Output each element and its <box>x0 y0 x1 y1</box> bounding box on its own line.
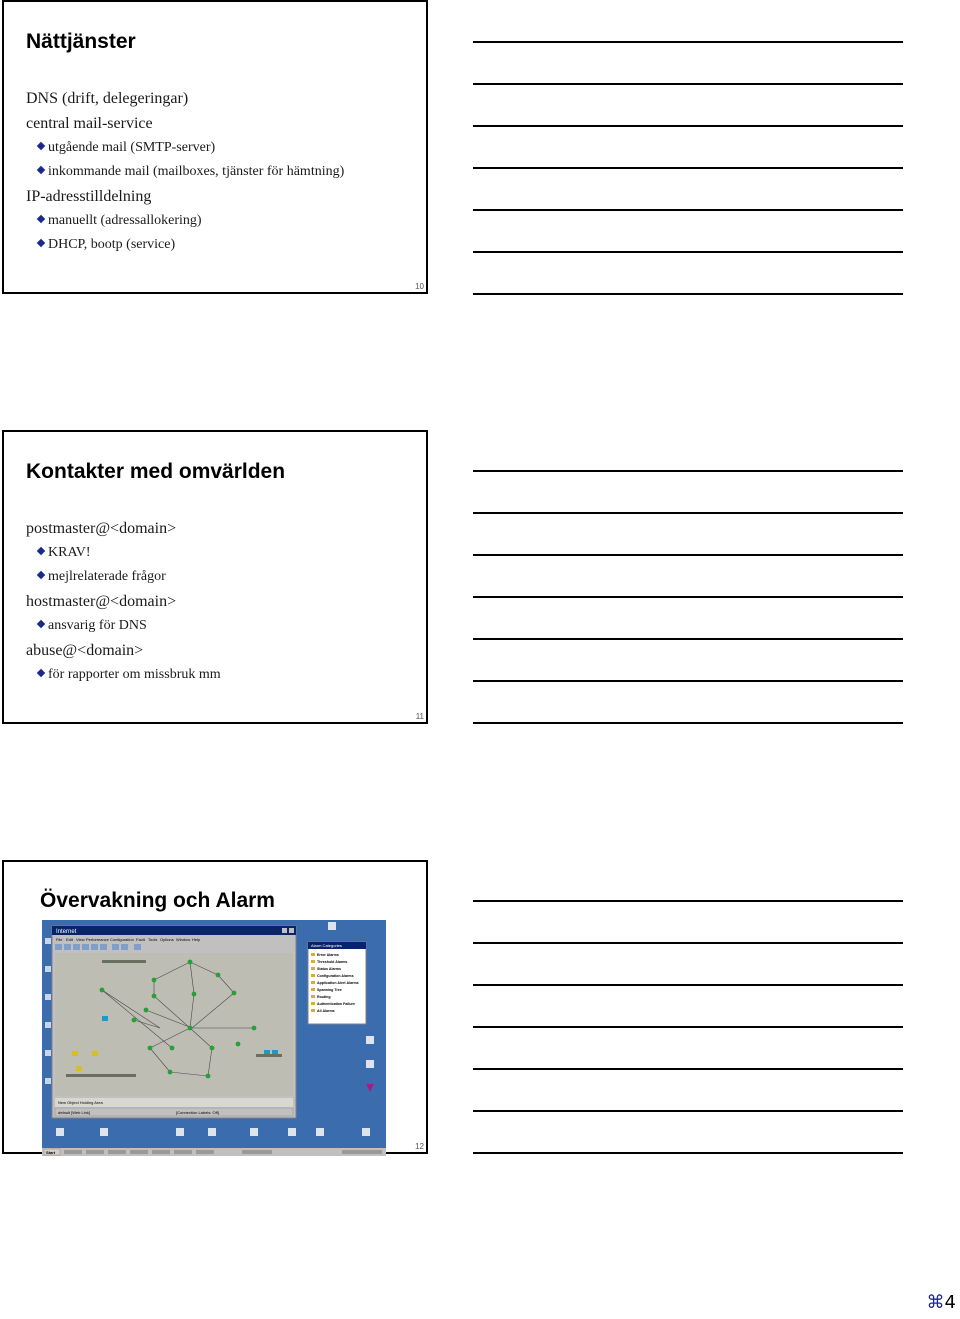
sub-bullet-item: manuellt (adressallokering) <box>26 209 344 233</box>
note-line <box>473 680 903 682</box>
alarm-item[interactable]: Authentication Failure <box>317 1002 355 1006</box>
diamond-bullet-icon <box>37 620 45 628</box>
slide-number: 12 <box>415 1142 424 1151</box>
notes-lines-3 <box>473 900 903 1194</box>
sub-bullet-item: mejlrelaterade frågor <box>26 565 221 589</box>
note-line <box>473 984 903 986</box>
note-line <box>473 209 903 211</box>
menu-options[interactable]: Options <box>160 937 174 942</box>
slide-2 <box>2 430 428 724</box>
slide-title: Övervakning och Alarm <box>40 889 275 912</box>
bullet-item: DNS (drift, delegeringar) <box>26 90 189 107</box>
note-line <box>473 638 903 640</box>
notes-lines-2 <box>473 470 903 764</box>
slide-title: Kontakter med omvärlden <box>26 460 286 483</box>
menu-file[interactable]: File <box>56 937 63 942</box>
diamond-bullet-icon <box>37 142 45 150</box>
alarm-item[interactable]: All Alarms <box>317 1009 335 1013</box>
slide-number: 11 <box>415 712 424 721</box>
note-line <box>473 83 903 85</box>
command-key-icon: ⌘ <box>926 1292 945 1313</box>
note-line <box>473 41 903 43</box>
diamond-bullet-icon <box>37 239 45 247</box>
alarm-item[interactable]: Application Alert Alarms <box>317 981 359 985</box>
bullet-item: IP-adresstilldelning <box>26 188 152 205</box>
start-button[interactable]: Start <box>46 1150 56 1155</box>
sub-bullet-item: utgående mail (SMTP-server) <box>26 136 344 160</box>
status-left: default [Web Link] <box>58 1110 90 1115</box>
bullet-item: hostmaster@<domain> <box>26 593 177 610</box>
note-line <box>473 293 903 295</box>
sub-bullet-item: DHCP, bootp (service) <box>26 233 344 257</box>
menu-fault[interactable]: Fault <box>136 937 145 942</box>
menu-configuration[interactable]: Configuration <box>110 937 134 942</box>
note-line <box>473 900 903 902</box>
alarm-panel-title: Alarm Categories <box>311 943 342 948</box>
note-line <box>473 1110 903 1112</box>
slide-1 <box>2 0 428 294</box>
menu-help[interactable]: Help <box>192 937 201 942</box>
note-line <box>473 596 903 598</box>
alarm-item[interactable]: Configuration Alarms <box>317 974 354 978</box>
menu-performance[interactable]: Performance <box>86 937 109 942</box>
bullet-list <box>26 86 344 257</box>
menu-view[interactable]: View <box>76 937 85 942</box>
alarm-item[interactable]: Error Alarms <box>317 953 339 957</box>
sub-bullet-item: KRAV! <box>26 541 221 565</box>
note-line <box>473 1026 903 1028</box>
holding-area-label: New Object Holding Area <box>58 1100 103 1105</box>
sub-bullet-item: ansvarig för DNS <box>26 614 221 638</box>
bullet-item: postmaster@<domain> <box>26 520 177 537</box>
bullet-item: abuse@<domain> <box>26 642 144 659</box>
alarm-item[interactable]: Routing <box>317 995 331 999</box>
sub-bullet-item: inkommande mail (mailboxes, tjänster för hämtning) <box>26 160 344 184</box>
note-line <box>473 167 903 169</box>
menu-tools[interactable]: Tools <box>148 937 158 942</box>
bullet-list <box>26 516 221 687</box>
diamond-bullet-icon <box>37 166 45 174</box>
notes-lines-1 <box>473 41 903 335</box>
note-line <box>473 1068 903 1070</box>
note-line <box>473 512 903 514</box>
note-line <box>473 470 903 472</box>
note-line <box>473 125 903 127</box>
bullet-item: central mail-service <box>26 115 153 132</box>
diamond-bullet-icon <box>37 215 45 223</box>
note-line <box>473 1152 903 1154</box>
diamond-bullet-icon <box>37 547 45 555</box>
slide-3 <box>2 860 428 1154</box>
window-title: Internet <box>56 929 77 935</box>
note-line <box>473 554 903 556</box>
status-right: [Connection Labels: Off] <box>176 1110 219 1115</box>
alarm-item[interactable]: Status Alarms <box>317 967 342 971</box>
nms-screenshot <box>42 920 386 1156</box>
alarm-item[interactable]: Spanning Tree <box>317 988 342 992</box>
menu-window[interactable]: Window <box>176 937 191 942</box>
note-line <box>473 722 903 724</box>
diamond-bullet-icon <box>37 669 45 677</box>
alarm-item[interactable]: Threshold Alarms <box>317 960 348 964</box>
page-number <box>927 1292 956 1313</box>
slide-title: Nättjänster <box>26 30 136 53</box>
menu-edit[interactable]: Edit <box>66 937 73 942</box>
diamond-bullet-icon <box>37 571 45 579</box>
slide-number: 10 <box>415 282 424 291</box>
sub-bullet-item: för rapporter om missbruk mm <box>26 663 221 687</box>
note-line <box>473 942 903 944</box>
page-number-value: 4 <box>944 1292 956 1313</box>
note-line <box>473 251 903 253</box>
